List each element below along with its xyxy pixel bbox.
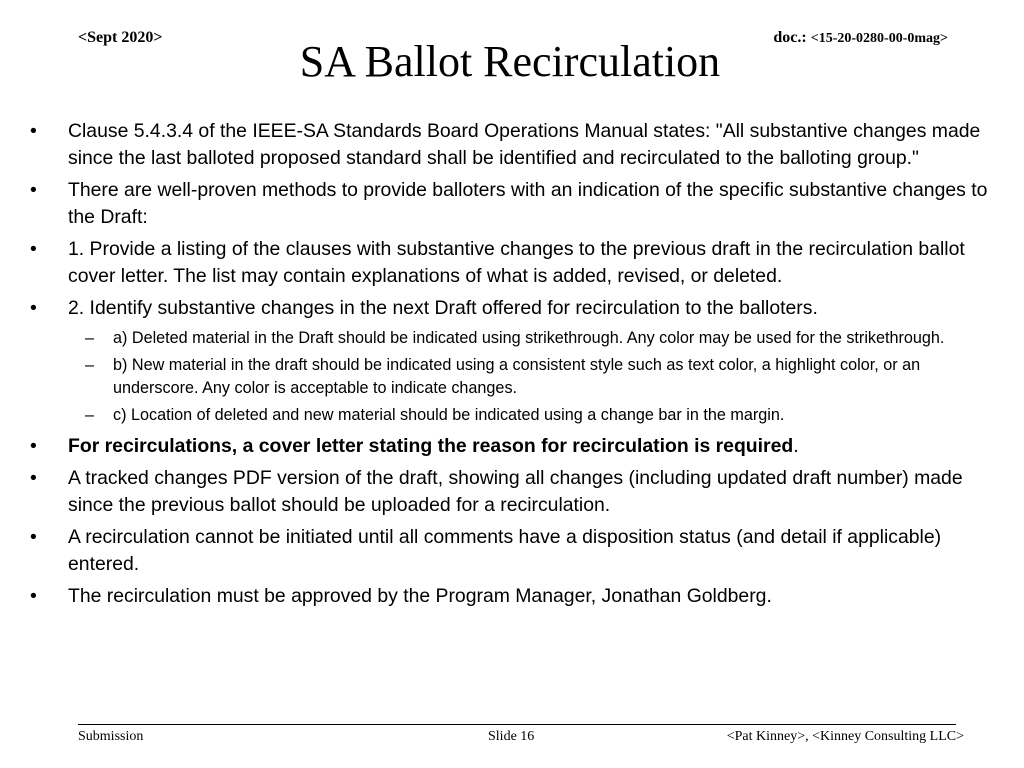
bullet-bold-text: For recirculations, a cover letter stating the reason for recirculation is required bbox=[68, 435, 794, 457]
header-doc-number: <15-20-0280-00-0mag> bbox=[810, 31, 948, 46]
slide-body bbox=[30, 118, 995, 615]
bullet-dot: • bbox=[30, 526, 37, 548]
bullet-dot: • bbox=[30, 585, 37, 607]
bullet-dot: • bbox=[30, 120, 37, 142]
bullet-text: 1. Provide a listing of the clauses with substantive changes to the previous draft in the recirculation ballot cover letter. The list may contain explanations of what is added, revised, or deleted. bbox=[68, 238, 965, 287]
sub-bullet-text: c) Location of deleted and new material should be indicated using a change bar in the margin. bbox=[113, 406, 785, 424]
bullet-item bbox=[30, 236, 995, 290]
bullet-dot: • bbox=[30, 297, 37, 319]
header-doc-label: doc.: bbox=[773, 29, 811, 46]
slide-title-text: SA Ballot Recirculation bbox=[299, 37, 721, 86]
footer-slide-number: Slide 16 bbox=[488, 729, 535, 744]
bullet-text: There are well-proven methods to provide balloters with an indication of the specific substantive changes to the Draft: bbox=[68, 179, 988, 228]
footer-author: <Pat Kinney>, <Kinney Consulting LLC> bbox=[726, 729, 964, 744]
bullet-item bbox=[30, 583, 995, 610]
bullet-dot: • bbox=[30, 467, 37, 489]
bullet-text: Clause 5.4.3.4 of the IEEE-SA Standards Board Operations Manual states: "All substantive changes made since the last balloted proposed standard shall be identified and recirculated to the balloting group." bbox=[68, 120, 981, 169]
bullet-item bbox=[30, 295, 995, 322]
bullet-item bbox=[30, 118, 995, 172]
sub-bullet-text: a) Deleted material in the Draft should be indicated using strikethrough. Any color may be used for the strikethrough. bbox=[113, 329, 945, 347]
bullet-item bbox=[30, 524, 995, 578]
bullet-dot: • bbox=[30, 435, 37, 457]
bullet-bold-suffix: . bbox=[793, 435, 799, 457]
bullet-dot: • bbox=[30, 238, 37, 260]
footer-divider bbox=[78, 724, 956, 725]
bullet-text: 2. Identify substantive changes in the next Draft offered for recirculation to the balloters. bbox=[68, 297, 818, 319]
sub-bullet-item bbox=[30, 404, 995, 427]
sub-bullet-dash: – bbox=[85, 329, 95, 347]
sub-bullet-dash: – bbox=[85, 406, 95, 424]
bullet-item bbox=[30, 177, 995, 231]
sub-bullet-dash: – bbox=[85, 356, 95, 374]
bullet-item bbox=[30, 465, 995, 519]
bullet-text: The recirculation must be approved by the Program Manager, Jonathan Goldberg. bbox=[68, 585, 772, 607]
bullet-text: A recirculation cannot be initiated until all comments have a disposition status (and detail if applicable) entered. bbox=[68, 526, 942, 575]
sub-bullet-text: b) New material in the draft should be indicated using a consistent style such as text color, a highlight color, or an underscore. Any color is acceptable to indicate changes. bbox=[113, 356, 921, 397]
header-date: <Sept 2020> bbox=[78, 29, 163, 46]
slide-title bbox=[0, 34, 1024, 90]
footer-submission: Submission bbox=[78, 729, 144, 744]
bullet-item-bold bbox=[30, 433, 995, 460]
bullet-dot: • bbox=[30, 179, 37, 201]
sub-bullet-item bbox=[30, 354, 995, 400]
sub-bullet-item bbox=[30, 327, 995, 350]
bullet-text: A tracked changes PDF version of the draft, showing all changes (including updated draft number) made since the previous ballot should be uploaded for a recirculation. bbox=[68, 467, 963, 516]
